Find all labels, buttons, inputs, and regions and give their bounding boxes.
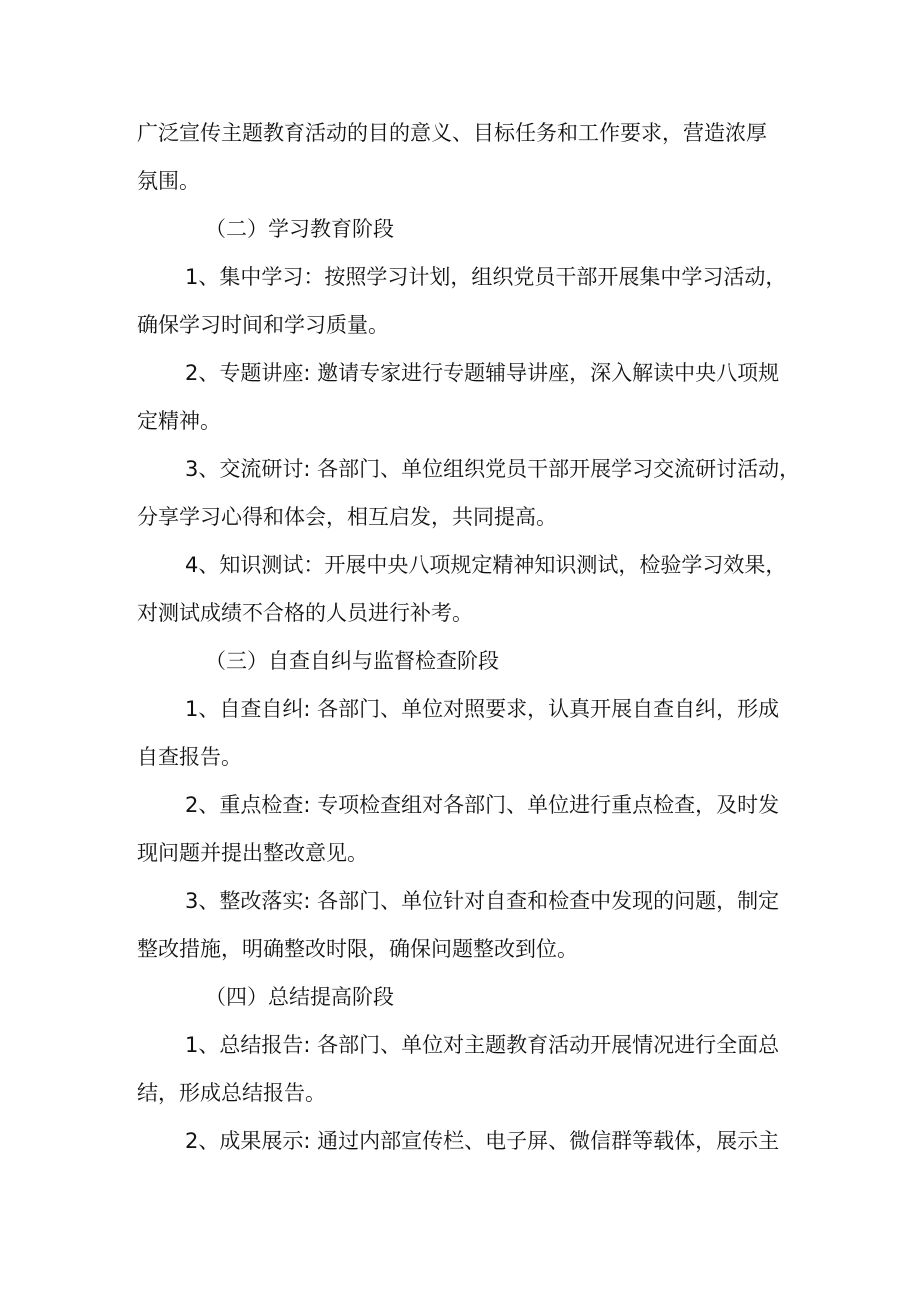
list-item-line: 4、知识测试：开展中央八项规定精神知识测试，检验学习效果， xyxy=(185,553,787,577)
list-item-line: 3、整改落实: 各部门、单位针对自查和检查中发现的问题，制定 xyxy=(185,889,780,913)
list-item-line: 1、集中学习：按照学习计划，组织党员干部开展集中学习活动， xyxy=(185,265,787,289)
list-item-line: 3、交流研讨: 各部门、单位组织党员干部开展学习交流研讨活动， xyxy=(185,457,801,481)
list-item-continuation-line: 现问题并提出整改意见。 xyxy=(137,841,368,865)
list-item-continuation-line: 分享学习心得和体会，相互启发，共同提高。 xyxy=(137,505,557,529)
list-item-continuation-line: 结，形成总结报告。 xyxy=(137,1081,326,1105)
paragraph-continuation-line: 氛围。 xyxy=(137,169,200,193)
section-heading: （三）自查自纠与监督检查阶段 xyxy=(205,649,499,673)
list-item-continuation-line: 整改措施，明确整改时限，确保问题整改到位。 xyxy=(137,937,578,961)
list-item-line: 1、总结报告: 各部门、单位对主题教育活动开展情况进行全面总 xyxy=(185,1033,780,1057)
list-item-line: 2、专题讲座: 邀请专家进行专题辅导讲座，深入解读中央八项规 xyxy=(185,361,780,385)
list-item-continuation-line: 对测试成绩不合格的人员进行补考。 xyxy=(137,601,473,625)
list-item-line: 1、自查自纠: 各部门、单位对照要求，认真开展自查自纠，形成 xyxy=(185,697,780,721)
paragraph-continuation-line: 广泛宣传主题教育活动的目的意义、目标任务和工作要求，营造浓厚 xyxy=(137,121,767,145)
section-heading: （二）学习教育阶段 xyxy=(205,217,394,241)
list-item-continuation-line: 定精神。 xyxy=(137,409,221,433)
list-item-line: 2、成果展示: 通过内部宣传栏、电子屏、微信群等载体，展示主 xyxy=(185,1129,780,1153)
list-item-continuation-line: 确保学习时间和学习质量。 xyxy=(137,313,389,337)
list-item-continuation-line: 自查报告。 xyxy=(137,745,242,769)
list-item-line: 2、重点检查: 专项检查组对各部门、单位进行重点检查，及时发 xyxy=(185,793,780,817)
section-heading: （四）总结提高阶段 xyxy=(205,985,394,1009)
